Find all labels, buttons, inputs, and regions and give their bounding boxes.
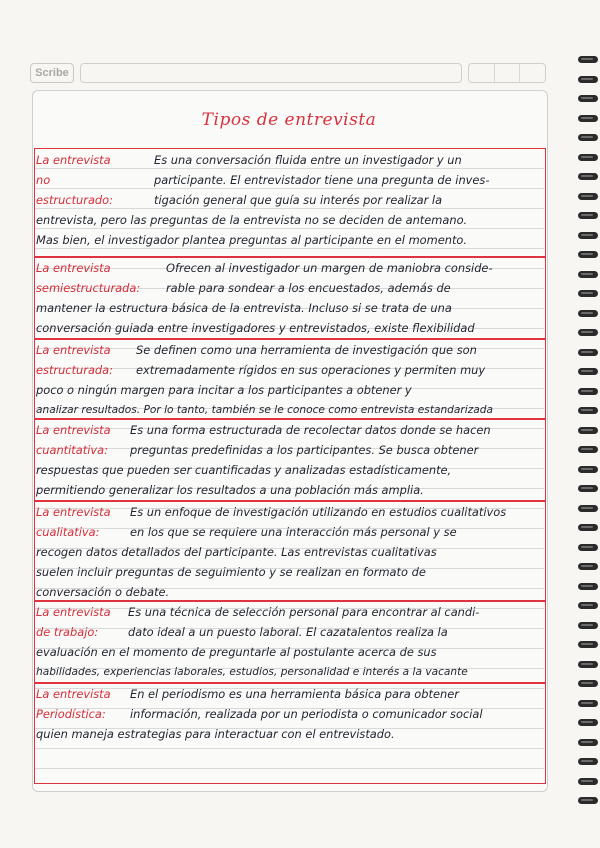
text-line: Periodística: información, realizada por un periodista o comunicador social xyxy=(36,707,483,721)
text-line: La entrevista Es una forma estructurada de recolectar datos donde se hacen xyxy=(36,423,491,437)
spiral-ring xyxy=(578,290,598,297)
spiral-ring xyxy=(578,407,598,414)
spiral-ring xyxy=(578,368,598,375)
text-line: semiestructurada: rable para sondear a los encuestados, además de xyxy=(36,281,451,295)
spiral-ring xyxy=(578,56,598,63)
spiral-ring xyxy=(578,739,598,746)
spiral-ring xyxy=(578,700,598,707)
page-title: Tipos de entrevista xyxy=(201,110,377,130)
text-line: no participante. El entrevistador tiene una pregunta de inves- xyxy=(36,173,490,187)
text-line: conversación guiada entre investigadores y entrevistados, existe flexibilidad xyxy=(36,321,475,335)
text-line: mantener la estructura básica de la entrevista. Incluso si se trata de una xyxy=(36,301,452,315)
spiral-ring xyxy=(578,661,598,668)
text-line: La entrevista En el periodismo es una herramienta básica para obtener xyxy=(36,687,459,701)
page-header xyxy=(30,60,550,86)
text-line: cuantitativa: preguntas predefinidas a los participantes. Se busca obtener xyxy=(36,443,479,457)
text-line: estructurado: tigación general que guía su interés por realizar la xyxy=(36,193,443,207)
spiral-binding xyxy=(578,0,600,848)
spiral-ring xyxy=(578,427,598,434)
text-line: La entrevista Ofrecen al investigador un margen de maniobra conside- xyxy=(36,261,493,275)
spiral-ring xyxy=(578,466,598,473)
text-line: de trabajo: dato ideal a un puesto laboral. El cazatalentos realiza la xyxy=(36,625,448,639)
spiral-ring xyxy=(578,154,598,161)
spiral-ring xyxy=(578,797,598,804)
spiral-ring xyxy=(578,778,598,785)
spiral-ring xyxy=(578,563,598,570)
text-line: habilidades, experiencias laborales, estudios, personalidad e interés a la vacante xyxy=(36,666,468,678)
spiral-ring xyxy=(578,349,598,356)
text-line: permitiendo generalizar los resultados a una población más amplia. xyxy=(36,483,424,497)
spiral-ring xyxy=(578,329,598,336)
spiral-ring xyxy=(578,212,598,219)
text-line: Mas bien, el investigador plantea preguntas al participante en el momento. xyxy=(36,233,468,247)
spiral-ring xyxy=(578,193,598,200)
text-line: La entrevista Se definen como una herramienta de investigación que son xyxy=(36,343,477,357)
spiral-ring xyxy=(578,134,598,141)
spiral-ring xyxy=(578,251,598,258)
brand-label: Scribe xyxy=(30,63,74,83)
text-line: estructurada: extremadamente rígidos en sus operaciones y permiten muy xyxy=(36,363,486,377)
spiral-ring xyxy=(578,310,598,317)
spiral-ring xyxy=(578,485,598,492)
spiral-ring xyxy=(578,232,598,239)
spiral-ring xyxy=(578,602,598,609)
text-line: recogen datos detallados del participante. Las entrevistas cualitativas xyxy=(36,545,437,559)
spiral-ring xyxy=(578,544,598,551)
spiral-ring xyxy=(578,173,598,180)
text-line: poco o ningún margen para incitar a los participantes a obtener y xyxy=(36,383,412,397)
text-line: cualitativa: en los que se requiere una interacción más personal y se xyxy=(36,525,457,539)
text-line: La entrevista Es una conversación fluida entre un investigador y un xyxy=(36,153,462,167)
spiral-ring xyxy=(578,505,598,512)
spiral-ring xyxy=(578,719,598,726)
spiral-ring xyxy=(578,95,598,102)
spiral-ring xyxy=(578,115,598,122)
text-line: La entrevista Es un enfoque de investigación utilizando en estudios cualitativos xyxy=(36,505,507,519)
text-line: suelen incluir preguntas de seguimiento y se realizan en formato de xyxy=(36,565,426,579)
text-line: analizar resultados. Por lo tanto, también se le conoce como entrevista estandarizada xyxy=(36,404,493,416)
spiral-ring xyxy=(578,758,598,765)
text-line: conversación o debate. xyxy=(36,585,170,599)
header-title-box xyxy=(80,63,462,83)
spiral-ring xyxy=(578,622,598,629)
spiral-ring xyxy=(578,388,598,395)
text-line: evaluación en el momento de preguntarle al postulante acerca de sus xyxy=(36,645,437,659)
spiral-ring xyxy=(578,680,598,687)
text-line: entrevista, pero las preguntas de la entrevista no se deciden de antemano. xyxy=(36,213,468,227)
spiral-ring xyxy=(578,446,598,453)
spiral-ring xyxy=(578,76,598,83)
spiral-ring xyxy=(578,641,598,648)
spiral-ring xyxy=(578,583,598,590)
header-date-box xyxy=(468,63,546,83)
spiral-ring xyxy=(578,271,598,278)
text-line: respuestas que pueden ser cuantificadas y analizadas estadísticamente, xyxy=(36,463,452,477)
text-line: La entrevista Es una técnica de selección personal para encontrar al candi- xyxy=(36,605,480,619)
spiral-ring xyxy=(578,524,598,531)
text-line: quien maneja estrategias para interactuar con el entrevistado. xyxy=(36,727,395,741)
